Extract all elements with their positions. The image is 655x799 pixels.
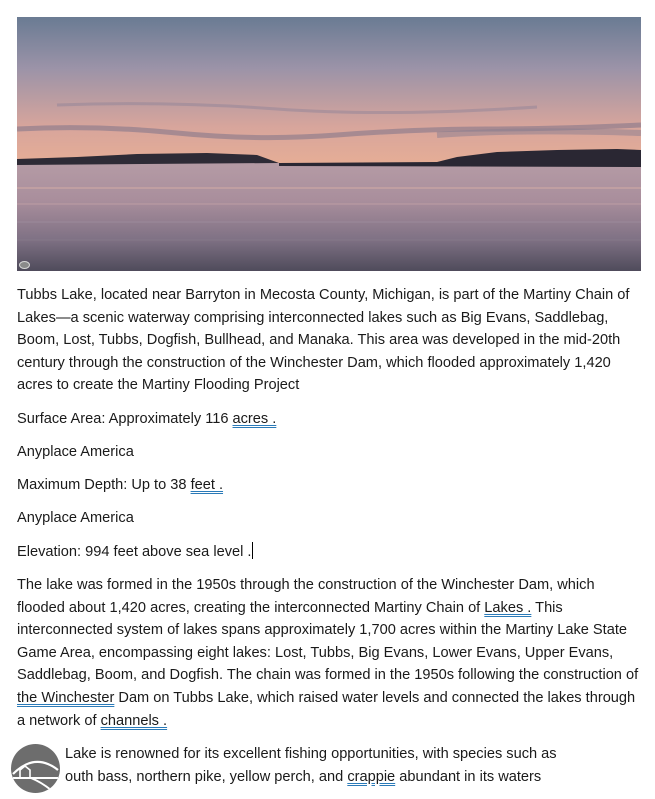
formation-text-1: The lake was formed in the 1950s through the construction of the Winchester Dam, which flooded about 1,420 acres, creating the interconnected Martiny Chain of <box>17 577 595 616</box>
max-depth-text: Maximum Depth: Up to 38 <box>17 477 191 493</box>
bridge-logo-icon <box>11 744 60 793</box>
image-info-icon[interactable] <box>19 261 30 269</box>
fishing-line-1: Lake is renowned for its excellent fishing opportunities, with species such as <box>65 746 557 762</box>
intro-paragraph: Tubbs Lake, located near Barryton in Mecosta County, Michigan, is part of the Martiny Chain of Lakes—a scenic waterway comprising interconnected lakes such as Big Evans, Saddlebag, Boom, Lost, Tubbs, Dogfish, Bullhead, and Manaka. This area was developed in the mid-20th century through the construction of the Winchester Dam, which flooded approximately 1,420 acres to create the Martiny Flooding Project <box>17 287 630 394</box>
surface-area-text: Surface Area: Approximately 116 <box>17 411 233 427</box>
feet-link[interactable]: feet . <box>190 477 224 493</box>
source-label-1: Anyplace America <box>17 444 134 460</box>
floating-logo-button[interactable] <box>11 744 60 793</box>
lake-sunset-illustration <box>17 17 641 271</box>
fishing-line-2a: outh bass, northern pike, yellow perch, and <box>65 768 348 785</box>
source-label-2: Anyplace America <box>17 510 134 526</box>
fishing-line-2b: abundant in its waters <box>395 768 542 785</box>
elevation-text: Elevation: 994 feet above sea level . <box>17 544 252 560</box>
max-depth-line <box>17 474 643 497</box>
fishing-paragraph <box>65 743 645 788</box>
crappie-link[interactable]: crappie <box>347 768 396 785</box>
surface-area-line <box>17 408 643 431</box>
lakes-link[interactable]: Lakes . <box>484 599 532 616</box>
winchester-link[interactable]: the Winchester <box>17 689 115 706</box>
channels-link[interactable]: channels . <box>100 712 168 729</box>
text-cursor <box>252 542 253 559</box>
lake-sunset-photo <box>17 17 641 271</box>
elevation-line <box>17 541 643 564</box>
formation-text-2: This interconnected system of lakes spans approximately 1,700 acres within the Martiny Lake State Game Area, encompassing eight lakes: Lost, Tubbs, Big Evans, Lower Evans, Upper Evans, Saddlebag, Boom, and Dogfish. The chain was formed in the 1950s following the construction of <box>17 599 639 684</box>
formation-text-3: Dam on Tubbs Lake, which raised water levels and connected the lakes through a network of <box>17 689 636 729</box>
acres-link[interactable]: acres . <box>232 411 277 427</box>
formation-paragraph <box>17 574 643 732</box>
